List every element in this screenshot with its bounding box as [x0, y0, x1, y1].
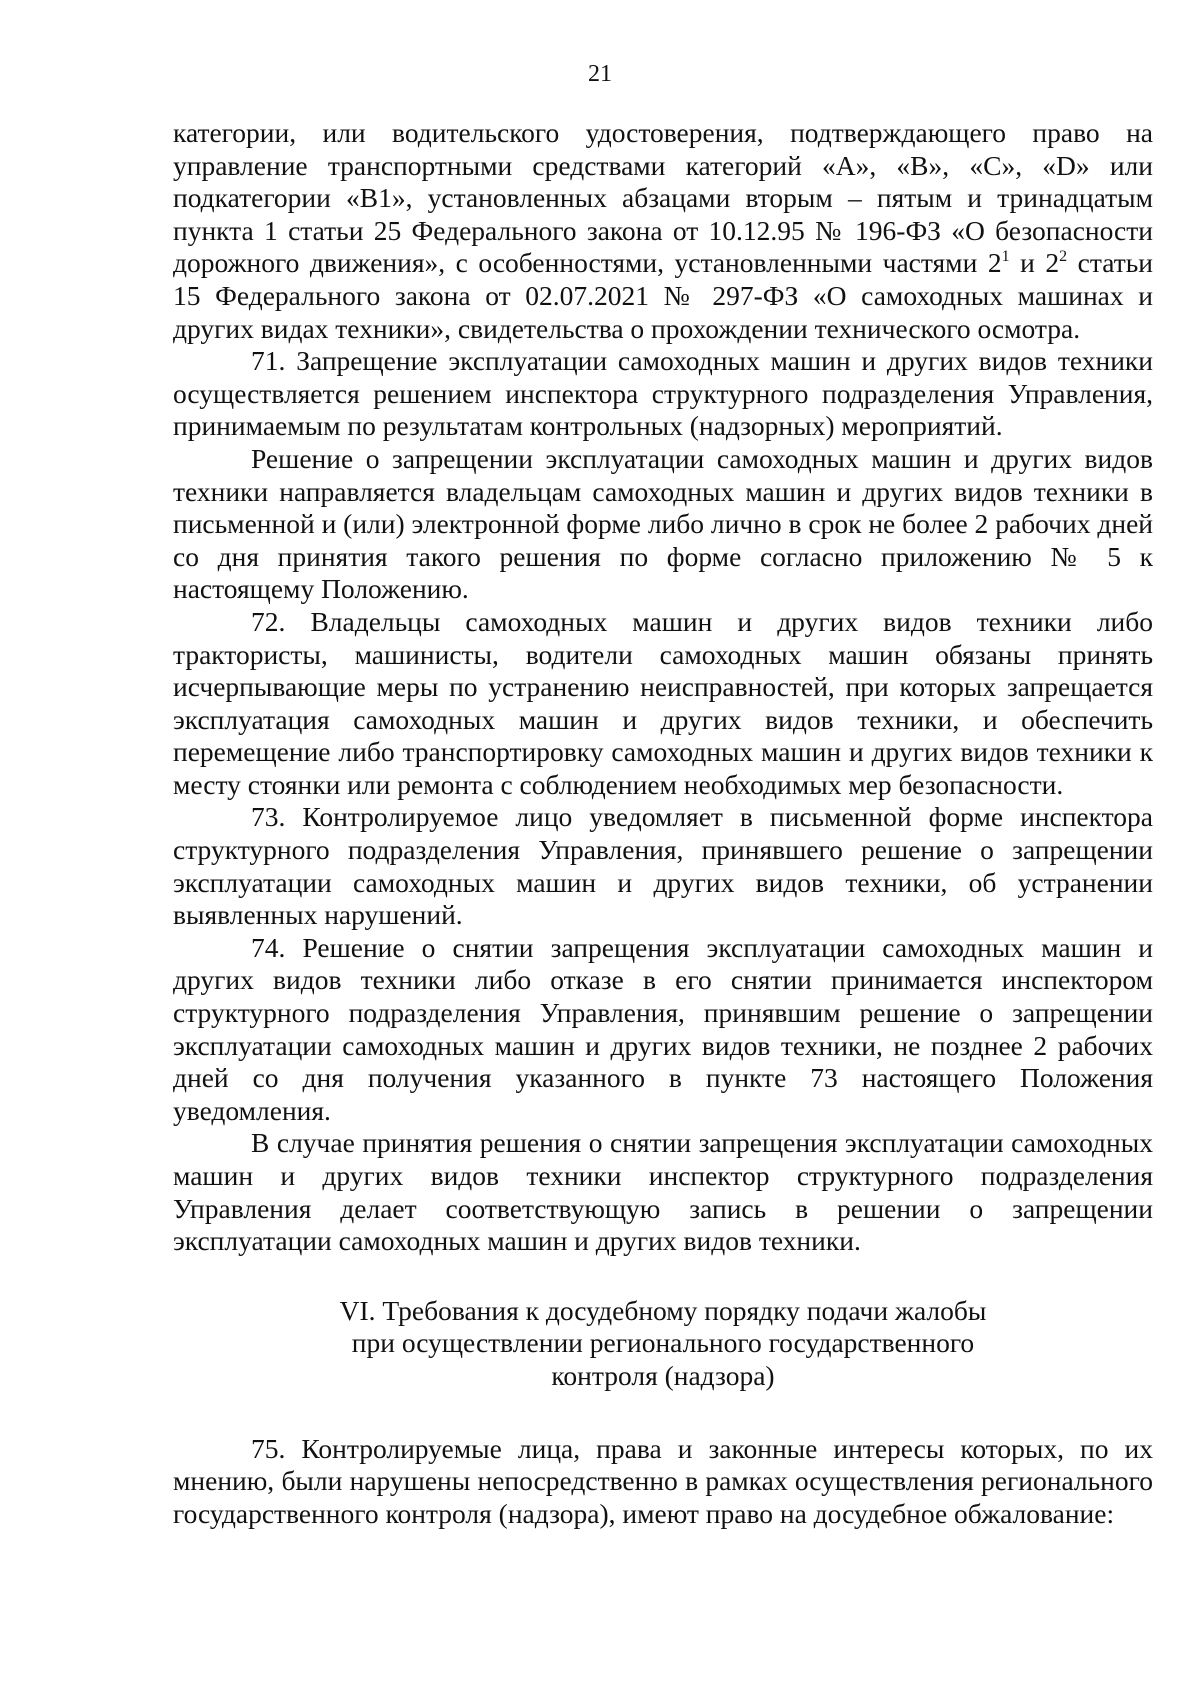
section-title-line-2: при осуществлении регионального государственного — [351, 1327, 975, 1359]
page-number: 21 — [588, 61, 612, 87]
paragraph-continuation-text-1: категории, или водительского удостоверения, подтверждающего право на управление транспортными средствами категорий «А», «В», «С», «D» или подкатегории «В1», установленных абзацами вторым – пятым и тринадцатым пункта 1 статьи 25 Федерального закона от 10.12.95 № 196-ФЗ «О безопасности дорожного движения», с особенностями, установленными частями 2 — [173, 117, 1153, 279]
paragraph-73: 73. Контролируемое лицо уведомляет в письменной форме инспектора структурного подразделения Управления, принявшего решение о запрещении эксплуатации самоходных машин и других видов техники, об устранении выявленных нарушений. — [173, 801, 1153, 931]
paragraph-74: 74. Решение о снятии запрещения эксплуатации самоходных машин и других видов техники либо отказе в его снятии принимается инспектором структурного подразделения Управления, принявшим решение о запрещении эксплуатации самоходных машин и других видов техники, не позднее 2 рабочих дней со дня получения указанного в пункте 73 настоящего Положения уведомления. — [173, 931, 1153, 1126]
paragraph-72: 72. Владельцы самоходных машин и других видов техники либо трактористы, машинисты, водители самоходных машин обязаны принять исчерпывающие меры по устранению неисправностей, при которых запрещается эксплуатация самоходных машин и других видов техники, и обеспечить перемещение либо транспортировку самоходных машин и других видов техники к месту стоянки или ремонта с соблюдением необходимых мер безопасности. — [173, 605, 1153, 800]
superscript-2: 2 — [1059, 248, 1068, 266]
section-title — [173, 1295, 1153, 1393]
paragraph-continuation-text-2: и 2 — [1009, 247, 1060, 279]
section-title-line-3: контроля (надзора) — [551, 1359, 775, 1391]
section-title-line-1: VI. Требования к досудебному порядку подачи жалобы — [339, 1294, 987, 1326]
paragraph-71-decision: Решение о запрещении эксплуатации самоходных машин и других видов техники направляется владельцам самоходных машин и других видов техники в письменной и (или) электронной форме либо лично в срок не более 2 рабочих дней со дня принятия такого решения по форме согласно приложению № 5 к настоящему Положению. — [173, 442, 1153, 605]
paragraph-75: 75. Контролируемые лица, права и законные интересы которых, по их мнению, были нарушены непосредственно в рамках осуществления регионального государственного контроля (надзора), имеют право на досудебное обжалование: — [173, 1432, 1153, 1529]
paragraph-71: 71. Запрещение эксплуатации самоходных машин и других видов техники осуществляется решением инспектора структурного подразделения Управления, принимаемым по результатам контрольных (надзорных) мероприятий. — [173, 345, 1153, 442]
paragraph-continuation-text-3: статьи 15 Федерального закона от 02.07.2021 № 297-ФЗ «О самоходных машинах и других видах техники», свидетельства о прохождении технического осмотра. — [173, 247, 1153, 344]
paragraph-continuation — [173, 117, 1153, 345]
superscript-1: 1 — [1001, 248, 1010, 266]
document-body — [173, 117, 1153, 1530]
paragraph-74-case: В случае принятия решения о снятии запрещения эксплуатации самоходных машин и других видов техники инспектор структурного подразделения Управления делает соответствующую запись в решении о запрещении эксплуатации самоходных машин и других видов техники. — [173, 1127, 1153, 1257]
